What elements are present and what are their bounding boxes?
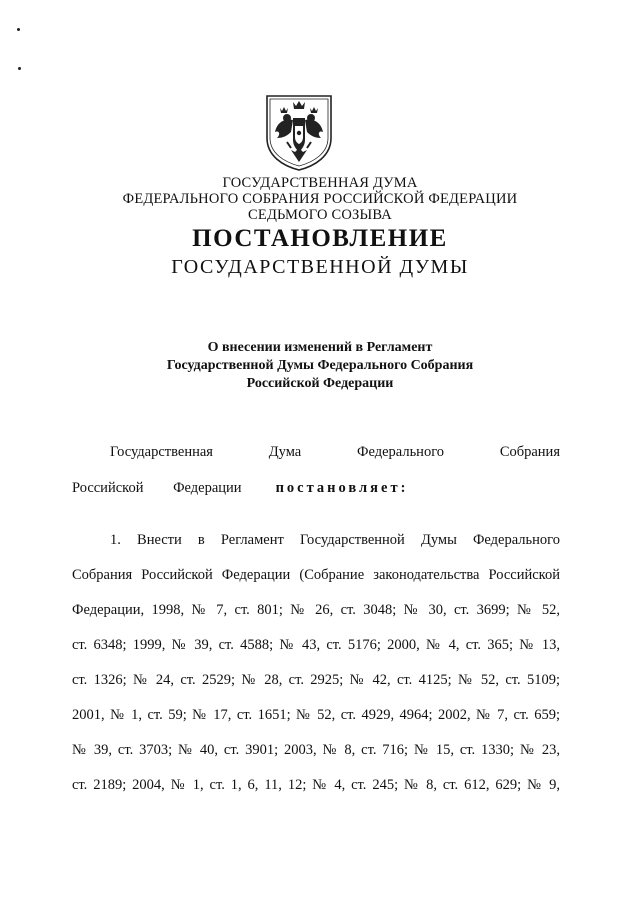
paragraph-line: Собрания Российской Федерации (Собрание законодательства Российской [72, 567, 560, 583]
paragraph-line: 1. Внести в Регламент Государственной Думы Федерального [110, 532, 560, 548]
paragraph-line: № 39, ст. 3703; № 40, ст. 3901; 2003, № 8, ст. 716; № 15, ст. 1330; № 23, [72, 742, 560, 758]
scan-speck [17, 28, 20, 31]
coat-of-arms-emblem [263, 92, 335, 172]
org-line-2: ФЕДЕРАЛЬНОГО СОБРАНИЯ РОССИЙСКОЙ ФЕДЕРАЦИИ [122, 191, 518, 207]
subject-line-3: Российской Федерации [246, 376, 394, 391]
resolves-keyword: постановляет: [275, 480, 409, 496]
paragraph-line: ст. 6348; 1999, № 39, ст. 4588; № 43, ст. 5176; 2000, № 4, ст. 365; № 13, [72, 637, 560, 653]
document-type-title: ПОСТАНОВЛЕНИЕ [192, 225, 448, 252]
preamble-line-2-start: Российской Федерации [72, 480, 242, 496]
scan-speck [18, 67, 21, 70]
document-type-subtitle: ГОСУДАРСТВЕННОЙ ДУМЫ [171, 256, 469, 278]
paragraph-line: ст. 1326; № 24, ст. 2529; № 28, ст. 2925; № 42, ст. 4125; № 52, ст. 5109; [72, 672, 560, 688]
paragraph-line: 2001, № 1, ст. 59; № 17, ст. 1651; № 52, ст. 4929, 4964; 2002, № 7, ст. 659; [72, 707, 560, 723]
paragraph-line: ст. 2189; 2004, № 1, ст. 1, 6, 11, 12; № 4, ст. 245; № 8, ст. 612, 629; № 9, [72, 777, 560, 793]
paragraph-line: Федерации, 1998, № 7, ст. 801; № 26, ст. 3048; № 30, ст. 3699; № 52, [72, 602, 560, 618]
preamble-line-1: Государственная Дума Федерального Собрания [110, 444, 560, 460]
subject-line-1: О внесении изменений в Регламент [207, 340, 433, 355]
org-line-1: ГОСУДАРСТВЕННАЯ ДУМА [222, 175, 418, 191]
org-line-3: СЕДЬМОГО СОЗЫВА [248, 207, 392, 223]
preamble-line-2 [72, 480, 408, 497]
subject-line-2: Государственной Думы Федерального Собрания [166, 358, 474, 373]
